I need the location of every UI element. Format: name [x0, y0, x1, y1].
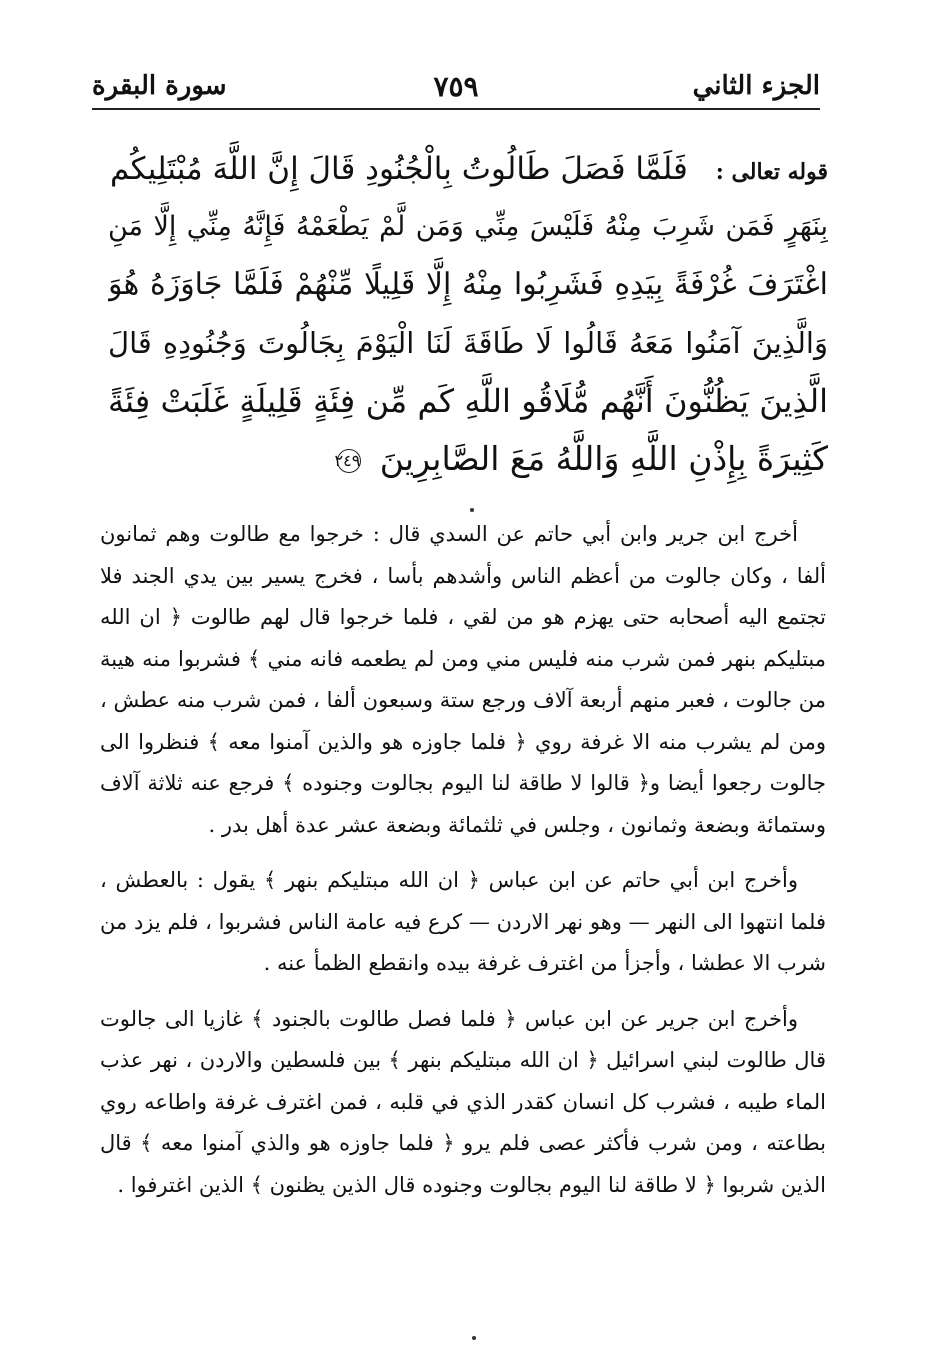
quran-verse-block — [108, 140, 828, 488]
verse-line-6 — [108, 430, 828, 488]
verse-line-3: اغْتَرَفَ غُرْفَةً بِيَدِهِ فَشَرِبُوا مِنْهُ إِلَّا قَلِيلًا مِّنْهُمْ فَلَمَّا جَاوَزَهُ هُوَ — [108, 267, 828, 302]
verse-text: كَثِيرَةً بِإِذْنِ اللَّهِ وَاللَّهُ مَعَ الصَّابِرِينَ — [379, 439, 828, 478]
ink-speck — [470, 508, 474, 512]
paragraph-text: وأخرج ابن جرير عن ابن عباس ﴿ فلما فصل طالوت بالجنود ﴾ غازيا الى جالوت قال طالوت لبني اسرائيل ﴿ ان الله مبتليكم بنهر ﴾ بين فلسطين والاردن ، نهر عذب الماء طيبه ، فشرب كل انسان كقدر الذي في قلبه ، فمن اغترف غرفة واطاعه روي بطاعته ، ومن شرب فأكثر عصى فلم يرو ﴿ فلما جاوزه هو والذي آمنوا معه ﴾ قال الذين شربوا ﴿ لا طاقة لنا اليوم بجالوت وجنوده قال الذين يظنون ﴾ الذين اغترفوا . — [100, 1006, 826, 1197]
part-label: الجزء الثاني — [692, 71, 820, 101]
verse-line-4: وَالَّذِينَ آمَنُوا مَعَهُ قَالُوا لَا طَاقَةَ لَنَا الْيَوْمَ بِجَالُوتَ وَجُنُودِهِ قَالَ — [108, 326, 828, 360]
verse-text: فَلَمَّا فَصَلَ طَالُوتُ بِالْجُنُودِ قَالَ إِنَّ اللَّهَ مُبْتَلِيكُم — [109, 151, 688, 187]
paragraph-text: وأخرج ابن أبي حاتم عن ابن عباس ﴿ ان الله مبتليكم بنهر ﴾ يقول : بالعطش ، فلما انتهوا الى النهر — وهو نهر الاردن — كرع فيه عامة الناس فشربوا ، فلم يزد من شرب الا عطشا ، وأجزأ من اغترف غرفة بيده وانقطع الظمأ عنه . — [100, 868, 826, 975]
verse-line-5: الَّذِينَ يَظُنُّونَ أَنَّهُم مُّلَاقُو اللَّهِ كَم مِّن فِئَةٍ قَلِيلَةٍ غَلَبَتْ فِئَةً — [108, 382, 828, 420]
page-header — [92, 64, 820, 110]
commentary-paragraph-2 — [100, 860, 826, 985]
commentary-paragraph-1 — [100, 514, 826, 846]
surah-label: سورة البقرة — [92, 71, 227, 101]
verse-line-2: بِنَهَرٍ فَمَن شَرِبَ مِنْهُ فَلَيْسَ مِنِّي وَمَن لَّمْ يَطْعَمْهُ فَإِنَّهُ مِنِّي إِلَّا مَنِ — [108, 211, 828, 242]
commentary-body — [100, 514, 826, 1206]
ink-speck — [472, 1336, 476, 1340]
ayah-number-marker: ٢٤٩ — [337, 449, 361, 473]
page-number: ٧٥٩ — [433, 69, 479, 103]
paragraph-text: أخرج ابن جرير وابن أبي حاتم عن السدي قال : خرجوا مع طالوت وهم ثمانون ألفا ، وكان جالوت من أعظم الناس وأشدهم بأسا ، فخرج يسير بين يدي الجند فلا تجتمع اليه أصحابه حتى يهزم هو من لقي ، فلما خرجوا قال لهم طالوت ﴿ ان الله مبتليكم بنهر فمن شرب منه فليس مني ومن لم يطعمه فانه مني ﴾ فشربوا منه هيبة من جالوت ، فعبر منهم أربعة آلاف ورجع ستة وسبعون ألفا ، فمن شرب منه عطش ، ومن لم يشرب منه الا غرفة روي ﴿ فلما جاوزه هو والذين آمنوا معه ﴾ فنظروا الى جالوت رجعوا أيضا و﴿ قالوا لا طاقة لنا اليوم بجالوت وجنوده ﴾ فرجع عنه ثلاثة آلاف وستمائة وبضعة وثمانون ، وجلس في ثلثمائة وبضعة عشر عدة أهل بدر . — [100, 522, 827, 837]
verse-intro: قوله تعالى : — [715, 159, 828, 185]
verse-line-1 — [108, 140, 828, 198]
commentary-paragraph-3 — [100, 999, 826, 1207]
